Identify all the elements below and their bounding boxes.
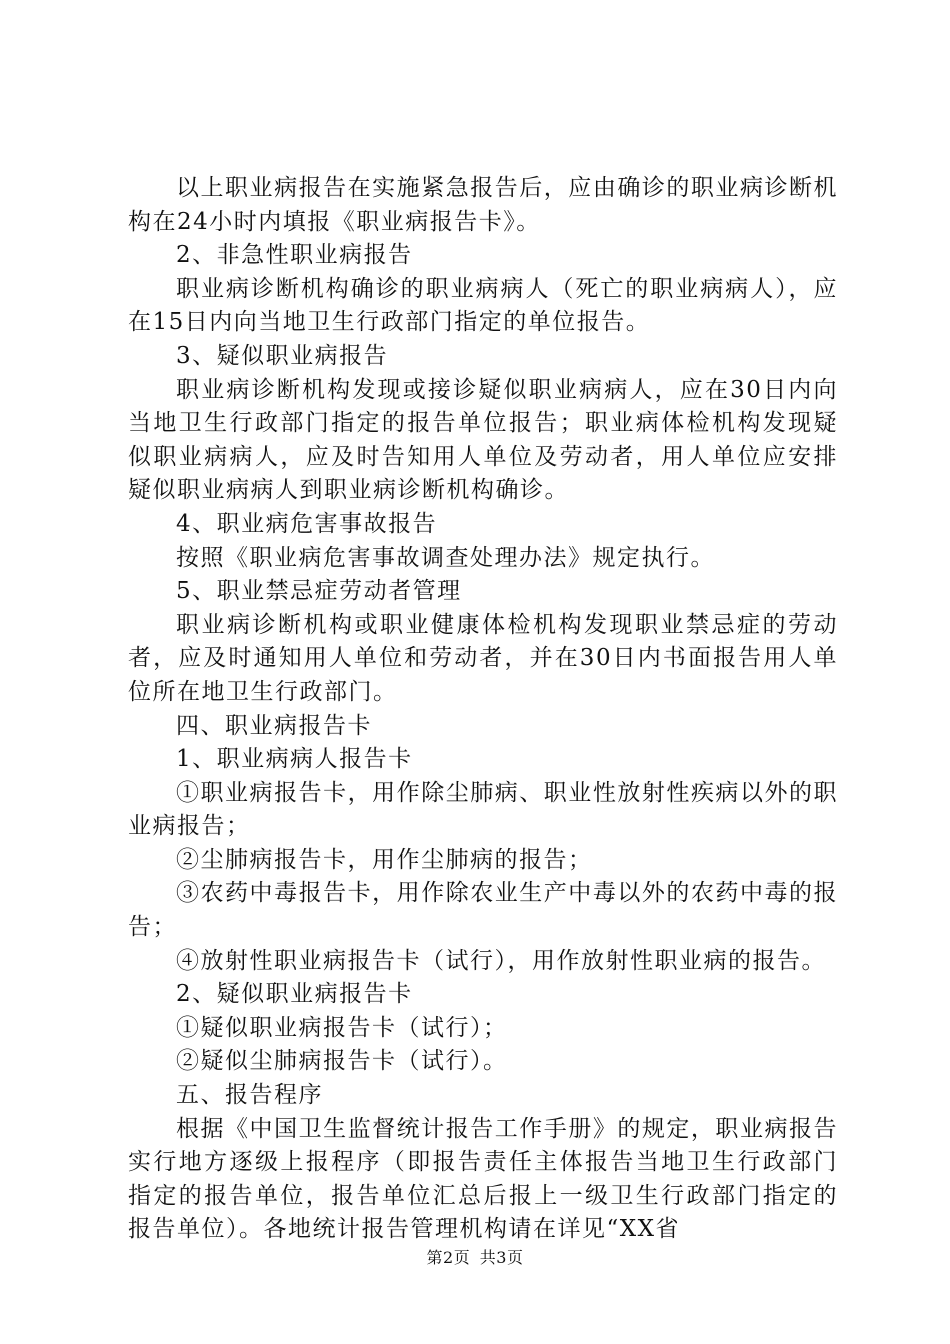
- page-number: 第2页: [426, 1248, 471, 1267]
- paragraph: 职业病诊断机构确诊的职业病病人（死亡的职业病病人），应在15日内向当地卫生行政部门指定的单位报告。: [128, 275, 838, 336]
- page-footer: [0, 1245, 950, 1268]
- list-item: ②疑似尘肺病报告卡（试行）。: [176, 1048, 508, 1075]
- paragraph: 职业病诊断机构发现或接诊疑似职业病病人，应在30日内向当地卫生行政部门指定的报告单位报告；职业病体检机构发现疑似职业病病人，应及时告知用人单位及劳动者，用人单位应安排疑似职业病病人到职业病诊断机构确诊。: [128, 376, 838, 504]
- section-heading: 1、职业病病人报告卡: [176, 746, 413, 773]
- paragraph: 以上职业病报告在实施紧急报告后，应由确诊的职业病诊断机构在24小时内填报《职业病报告卡》。: [128, 175, 838, 235]
- list-item: ④放射性职业病报告卡（试行），用作放射性职业病的报告。: [176, 947, 826, 974]
- section-heading: 5、职业禁忌症劳动者管理: [176, 578, 462, 605]
- paragraph: 按照《职业病危害事故调查处理办法》规定执行。: [176, 544, 715, 571]
- document-body: [128, 172, 838, 1247]
- list-item: ①疑似职业病报告卡（试行）；: [176, 1014, 508, 1041]
- section-heading: 2、疑似职业病报告卡: [176, 981, 413, 1008]
- section-heading: 3、疑似职业病报告: [176, 342, 389, 369]
- section-heading: 五、报告程序: [176, 1082, 323, 1109]
- paragraph: 职业病诊断机构或职业健康体检机构发现职业禁忌症的劳动者，应及时通知用人单位和劳动者，并在30日内书面报告用人单位所在地卫生行政部门。: [128, 611, 838, 705]
- section-heading: 2、非急性职业病报告: [176, 242, 413, 269]
- list-item: ③农药中毒报告卡，用作除农业生产中毒以外的农药中毒的报告；: [128, 880, 838, 941]
- paragraph: 根据《中国卫生监督统计报告工作手册》的规定，职业病报告实行地方逐级上报程序（即报告责任主体报告当地卫生行政部门指定的报告单位，报告单位汇总后报上一级卫生行政部门指定的报告单位）。各地统计报告管理机构请在详见“XX省: [128, 1115, 838, 1243]
- list-item: ②尘肺病报告卡，用作尘肺病的报告；: [176, 846, 593, 873]
- page-total: 共3页: [479, 1248, 524, 1267]
- section-heading: 四、职业病报告卡: [176, 712, 372, 739]
- section-heading: 4、职业病危害事故报告: [176, 510, 438, 537]
- list-item: ①职业病报告卡，用作除尘肺病、职业性放射性疾病以外的职业病报告；: [128, 779, 838, 840]
